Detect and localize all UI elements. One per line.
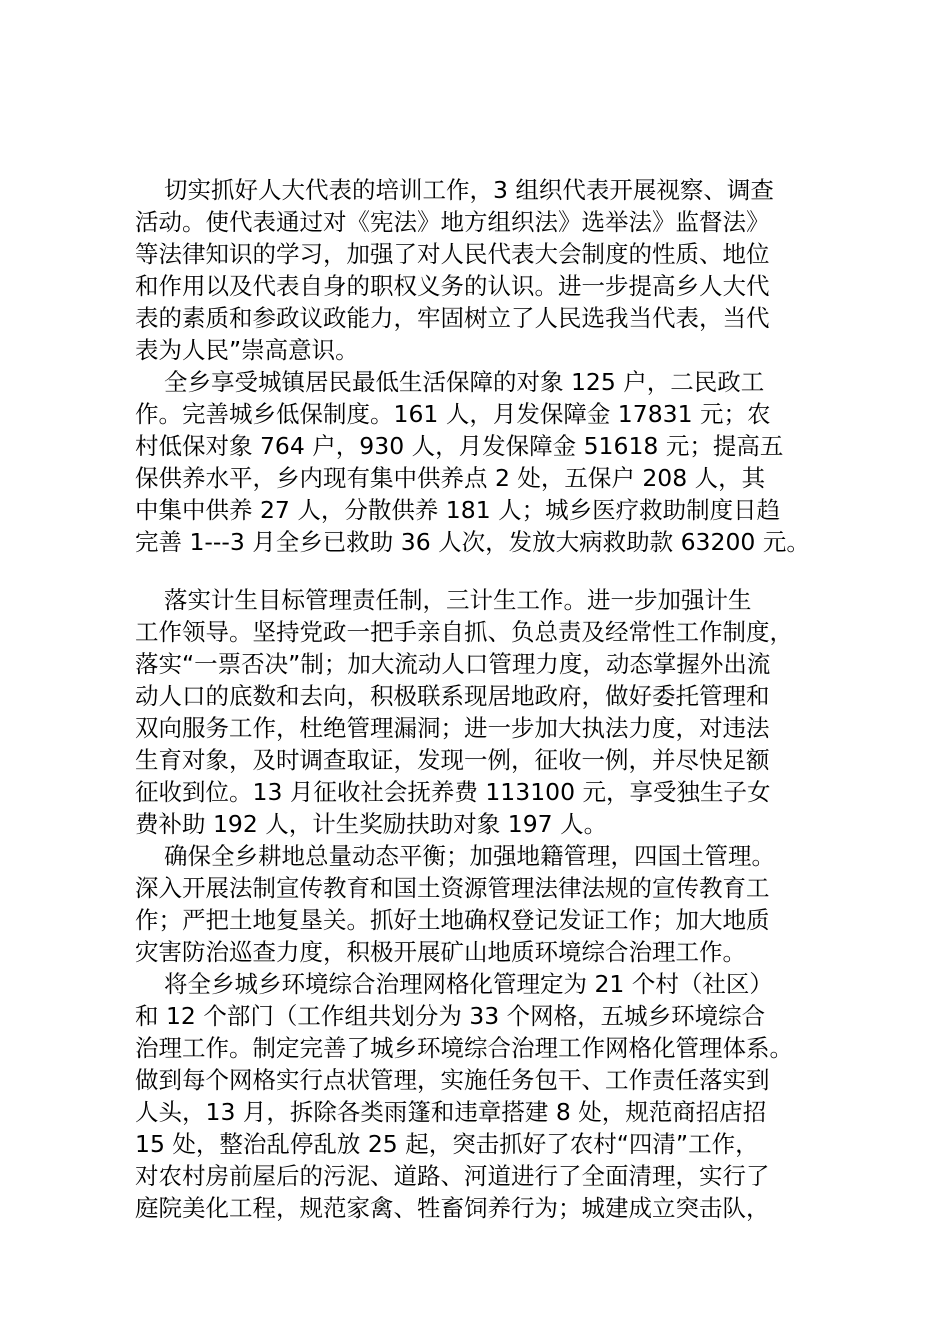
text-line: 作；严把土地复垦关。抓好土地确权登记发证工作；加大地质 <box>135 906 770 934</box>
text-line: 对农村房前屋后的污泥、道路、河道进行了全面清理，实行了 <box>135 1162 770 1190</box>
text-line: 15 处，整治乱停乱放 25 起，突击抓好了农村“四清”工作， <box>135 1130 759 1158</box>
text-line: 保供养水平，乡内现有集中供养点 2 处，五保户 208 人，其 <box>135 464 766 492</box>
text-line: 完善 1---3 月全乡已救助 36 人次，发放大病救助款 63200 元。 <box>135 528 810 556</box>
text-line: 活动。使代表通过对《宪法》地方组织法》选举法》监督法》 <box>135 208 770 236</box>
text-line: 工作领导。坚持党政一把手亲自抓、负总责及经常性工作制度， <box>135 618 793 646</box>
text-line: 和作用以及代表自身的职权义务的认识。进一步提高乡人大代 <box>135 272 770 300</box>
text-line: 费补助 192 人，计生奖励扶助对象 197 人。 <box>135 810 608 838</box>
text-line: 动人口的底数和去向，积极联系现居地政府，做好委托管理和 <box>135 682 770 710</box>
text-line: 确保全乡耕地总量动态平衡；加强地籍管理，四国土管理。 <box>164 842 775 870</box>
text-line: 等法律知识的学习，加强了对人民代表大会制度的性质、地位 <box>135 240 770 268</box>
text-line: 深入开展法制宣传教育和国土资源管理法律法规的宣传教育工 <box>135 874 770 902</box>
text-line: 生育对象，及时调查取证，发现一例，征收一例，并尽快足额 <box>135 746 770 774</box>
text-line: 灾害防治巡查力度，积极开展矿山地质环境综合治理工作。 <box>135 938 746 966</box>
text-line: 作。完善城乡低保制度。161 人，月发保障金 17831 元；农 <box>135 400 771 428</box>
text-line: 表为人民”崇高意识。 <box>135 336 359 364</box>
text-line: 切实抓好人大代表的培训工作，3 组织代表开展视察、调查 <box>164 176 774 204</box>
text-line: 和 12 个部门（工作组共划分为 33 个网格，五城乡环境综合 <box>135 1002 766 1030</box>
text-line: 中集中供养 27 人，分散供养 181 人；城乡医疗救助制度日趋 <box>135 496 781 524</box>
text-line: 落实计生目标管理责任制，三计生工作。进一步加强计生 <box>164 586 752 614</box>
text-line: 村低保对象 764 户，930 人，月发保障金 51618 元；提高五 <box>135 432 784 460</box>
text-line: 将全乡城乡环境综合治理网格化管理定为 21 个村（社区） <box>164 970 773 998</box>
text-line: 治理工作。制定完善了城乡环境综合治理工作网格化管理体系。 <box>135 1034 793 1062</box>
text-line: 全乡享受城镇居民最低生活保障的对象 125 户，二民政工 <box>164 368 765 396</box>
text-line: 做到每个网格实行点状管理，实施任务包干、工作责任落实到 <box>135 1066 770 1094</box>
text-line: 征收到位。13 月征收社会抚养费 113100 元，享受独生子女 <box>135 778 771 806</box>
text-line: 表的素质和参政议政能力，牢固树立了人民选我当代表，当代 <box>135 304 770 332</box>
text-line: 庭院美化工程，规范家禽、牲畜饲养行为；城建成立突击队， <box>135 1194 770 1222</box>
text-line: 人头，13 月，拆除各类雨篷和违章搭建 8 处，规范商招店招 <box>135 1098 767 1126</box>
text-line: 落实“一票否决”制；加大流动人口管理力度，动态掌握外出流 <box>135 650 771 678</box>
text-line: 双向服务工作，杜绝管理漏洞；进一步加大执法力度，对违法 <box>135 714 770 742</box>
